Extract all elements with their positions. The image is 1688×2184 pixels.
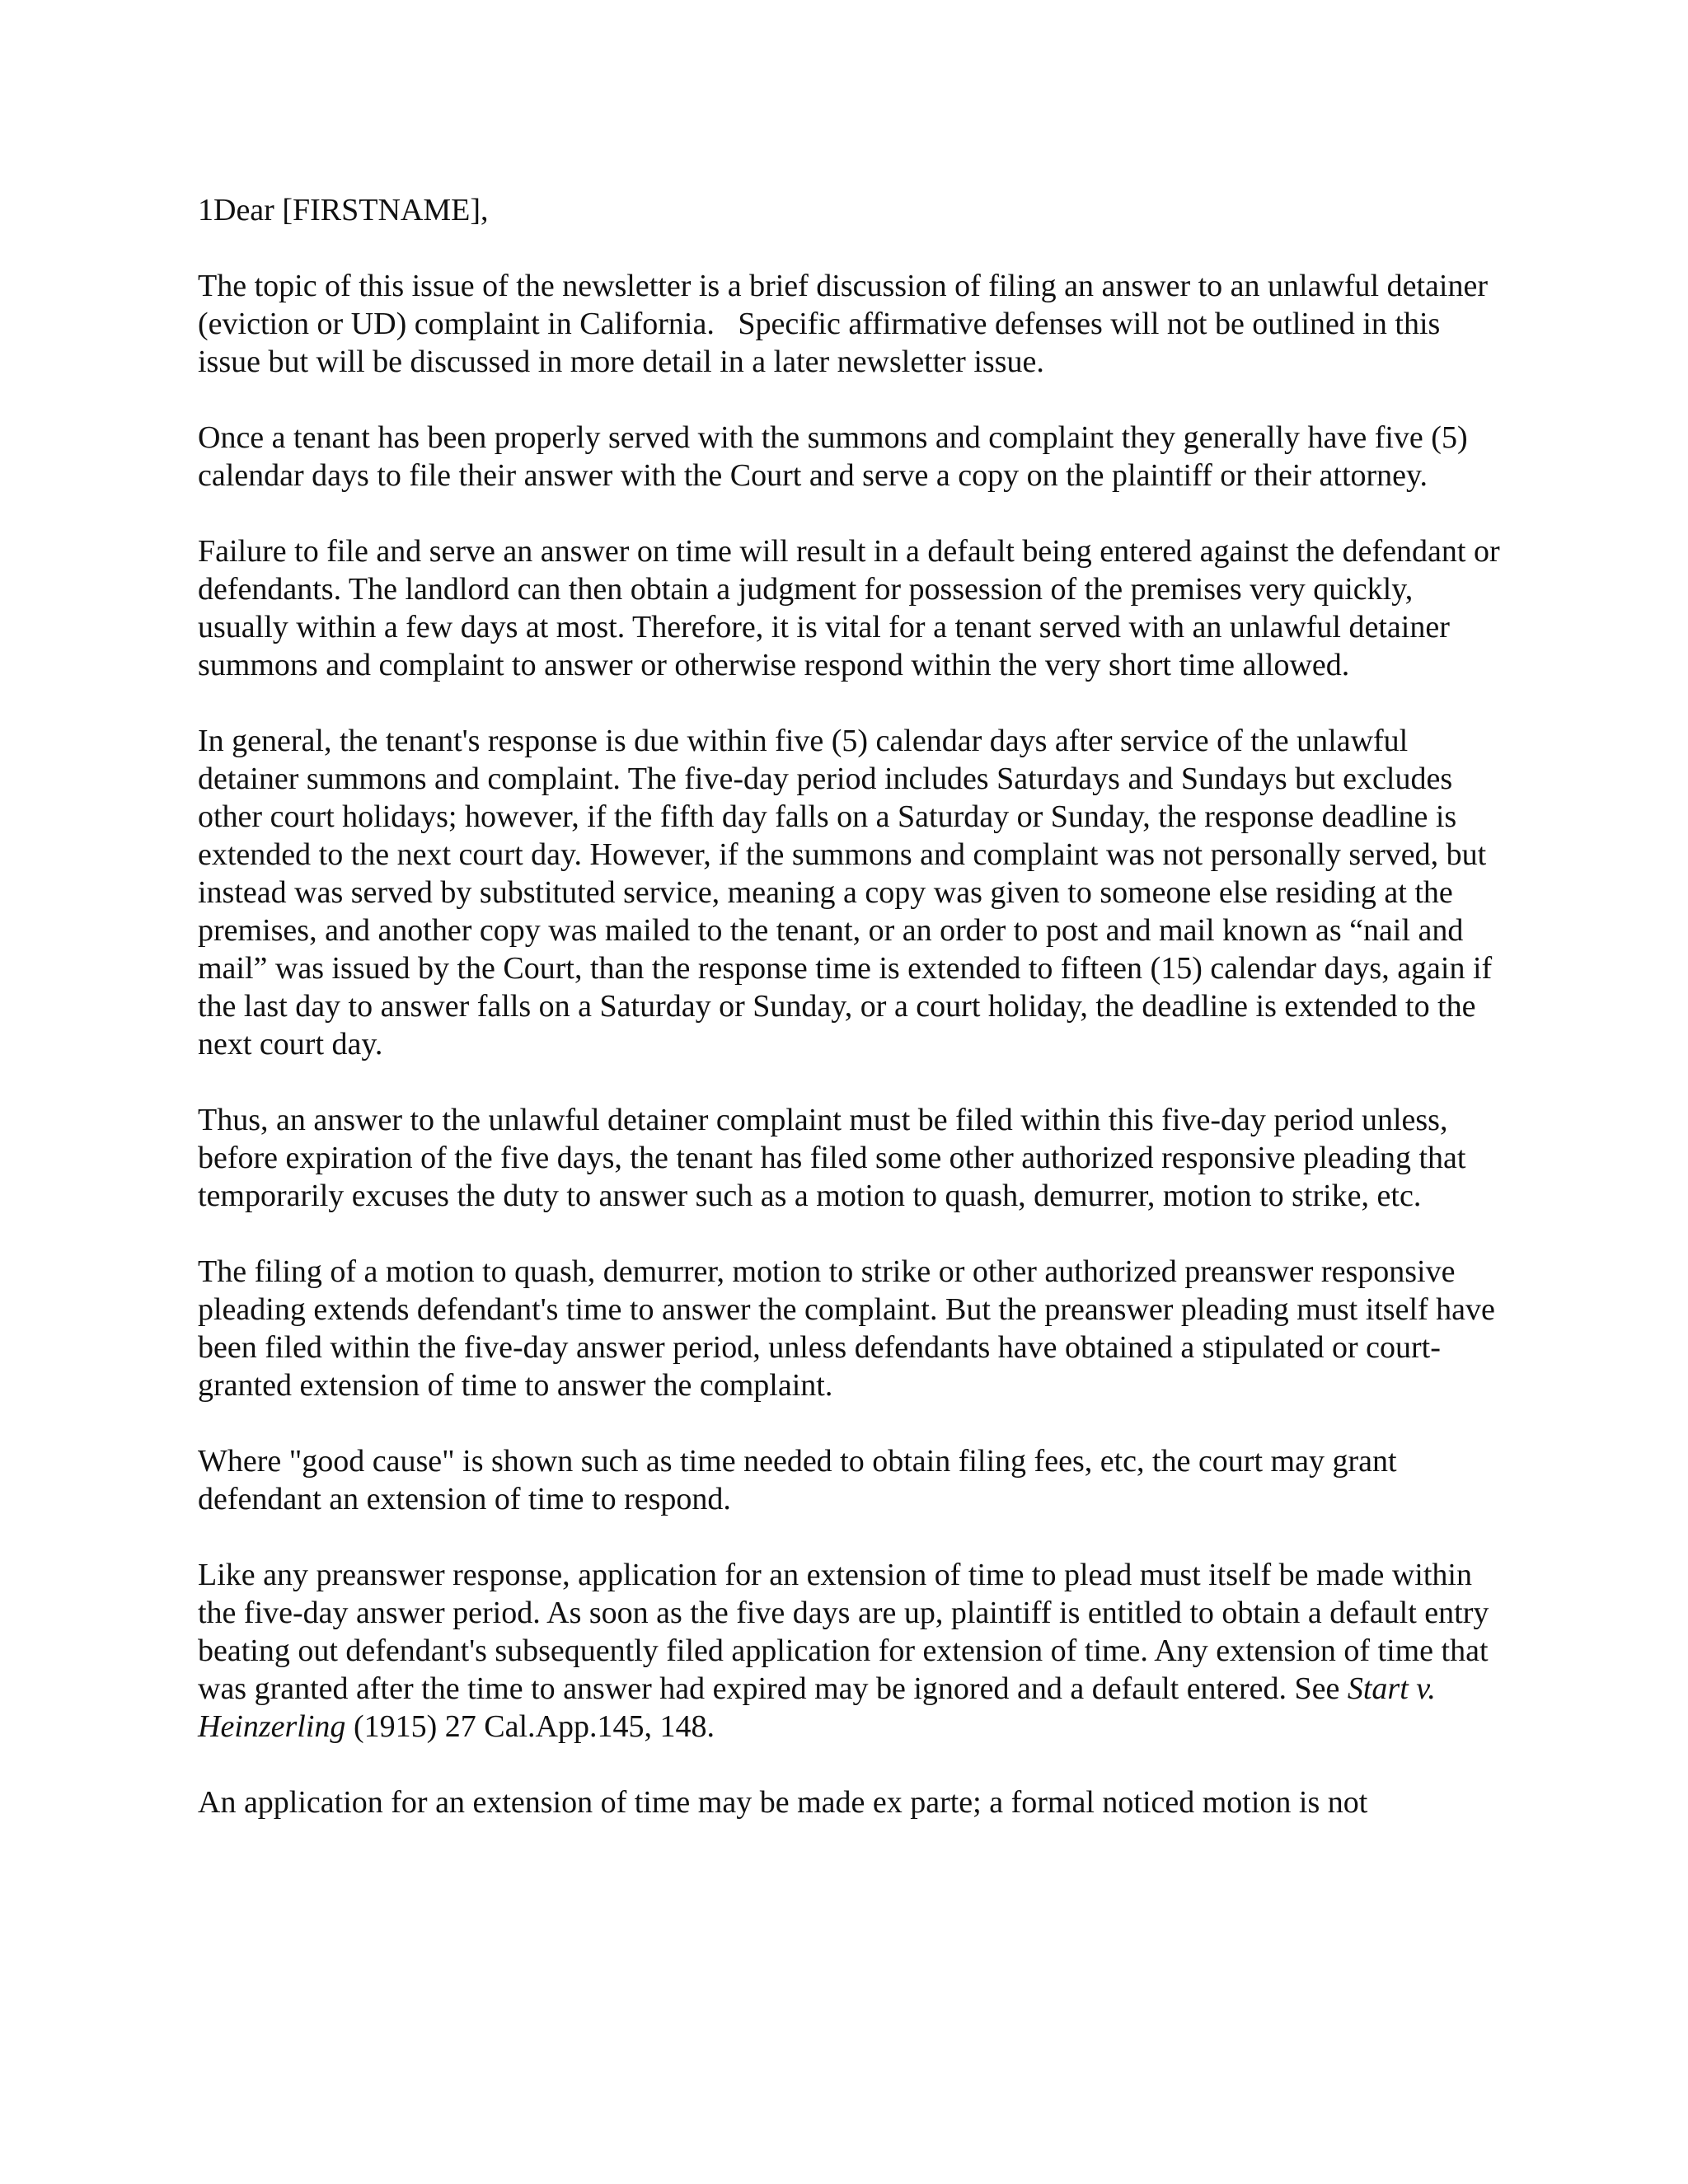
document-body xyxy=(198,191,1508,1821)
paragraph-good-cause: Where "good cause" is shown such as time needed to obtain filing fees, etc, the court may grant defendant an extension of time to respond. xyxy=(198,1444,1405,1516)
paragraph-service: Once a tenant has been properly served with the summons and complaint they generally have five (5) calendar days to file their answer with the Court and serve a copy on the plaintiff or their attorney. xyxy=(198,420,1476,493)
greeting: 1Dear [FIRSTNAME], xyxy=(198,193,489,227)
case-citation: Start v. Heinzerling xyxy=(198,1671,1444,1744)
citation-text-before: Like any preanswer response, application for an extension of time to plead must itself be made within the five-day answer period. As soon as the five days are up, plaintiff is entitled to obtain a default entry beating out defendant's subsequently filed application for extension of time. Any extension of time that was granted after the time to answer had expired may be ignored and a default entered. See xyxy=(198,1558,1497,1706)
paragraph-preanswer-pleading: The filing of a motion to quash, demurrer, motion to strike or other authorized preanswer responsive pleading extends defendant's time to answer the complaint. But the preanswer pleading must itself have been filed within the five-day answer period, unless defendants have obtained a stipulated or court-granted extension of time to answer the complaint. xyxy=(198,1254,1503,1403)
paragraph-topic: The topic of this issue of the newsletter is a brief discussion of filing an answer to an unlawful detainer (eviction or UD) complaint in California. Specific affirmative defenses will not be outlined in this issue but will be discussed in more detail in a later newsletter issue. xyxy=(198,269,1496,379)
paragraph-five-day-period: Thus, an answer to the unlawful detainer complaint must be filed within this five-day period unless, before expiration of the five days, the tenant has filed some other authorized responsive pleading that temporarily excuses the duty to answer such as a motion to quash, demurrer, motion to strike, etc. xyxy=(198,1103,1474,1213)
paragraph-default-risk: Failure to file and serve an answer on time will result in a default being entered against the defendant or defendants. The landlord can then obtain a judgment for possession of the premises very quickly, usually within a few days at most. Therefore, it is vital for a tenant served with an unlawful detainer summons and complaint to answer or otherwise respond within the very short time allowed. xyxy=(198,534,1508,682)
paragraph-response-deadline: In general, the tenant's response is due within five (5) calendar days after service of the unlawful detainer summons and complaint. The five-day period includes Saturdays and Sundays but excludes other court holidays; however, if the fifth day falls on a Saturday or Sunday, the response deadline is extended to the next court day. However, if the summons and complaint was not personally served, but instead was served by substituted service, meaning a copy was given to someone else residing at the premises, and another copy was mailed to the tenant, or an order to post and mail known as “nail and mail” was issued by the Court, than the response time is extended to fifteen (15) calendar days, again if the last day to answer falls on a Saturday or Sunday, or a court holiday, the deadline is extended to the next court day. xyxy=(198,724,1500,1062)
paragraph-extension-application xyxy=(198,1556,1500,1746)
citation-text-after: (1915) 27 Cal.App.145, 148. xyxy=(345,1709,715,1744)
paragraph-ex-parte: An application for an extension of time may be made ex parte; a formal noticed motion is not xyxy=(198,1785,1368,1820)
